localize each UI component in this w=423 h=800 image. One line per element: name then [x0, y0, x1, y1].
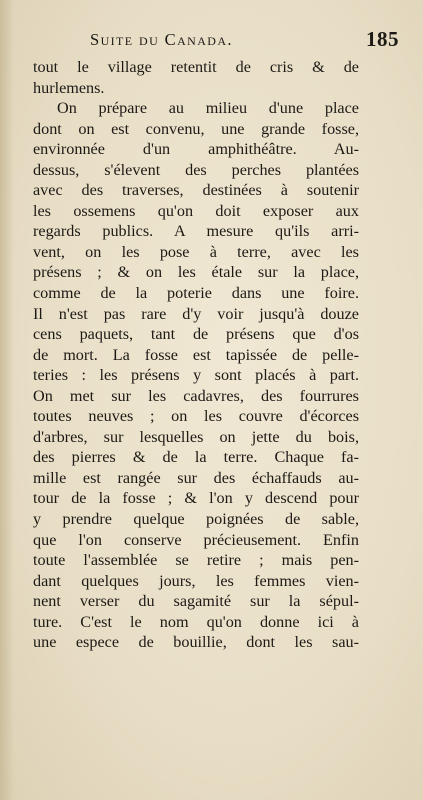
text-line: tout le village retentit de cris & de [33, 58, 359, 76]
text-line: mille est rangée sur des échaffauds au- [33, 468, 359, 487]
text-line: teries : les présens y sont placés à part. [33, 366, 359, 385]
text-line: dessus, s'élevent des perches plantées [33, 160, 359, 179]
text-line: environnée d'un amphithéâtre. Au- [33, 140, 359, 159]
text-line: vent, on les pose à terre, avec les [33, 242, 359, 261]
page-number: 185 [366, 27, 399, 51]
text-line: toutes neuves ; on les couvre d'écorces [33, 407, 359, 426]
text-line: toute l'assemblée se retire ; mais pen- [33, 551, 359, 570]
running-head: Suite du Canada. [90, 30, 233, 49]
text-line: présens ; & on les étale sur la place, [33, 263, 359, 282]
text-line: dant quelques jours, les femmes vien- [33, 571, 359, 590]
text-line: dont on est convenu, une grande fosse, [33, 119, 359, 138]
text-line: comme de la poterie dans une foire. [33, 284, 359, 303]
page-gutter-shadow [0, 0, 14, 800]
text-line: de mort. La fosse est tapissée de pelle- [33, 345, 359, 364]
text-line: regards publics. A mesure qu'ils arri- [33, 222, 359, 241]
text-line: les ossemens qu'on doit exposer aux [33, 201, 359, 220]
text-line: des pierres & de la terre. Chaque fa- [33, 448, 359, 467]
text-line: Il n'est pas rare d'y voir jusqu'à douze [33, 304, 359, 323]
text-line: cens paquets, tant de présens que d'os [33, 325, 359, 344]
text-line: une espece de bouillie, dont les sau- [33, 633, 359, 652]
text-line: tour de la fosse ; & l'on y descend pour [33, 489, 359, 508]
text-line: d'arbres, sur lesquelles on jette du bois, [33, 427, 359, 446]
text-line: On prépare au milieu d'une place [57, 99, 359, 118]
text-line: hurlemens. [33, 78, 105, 97]
text-line: avec des traverses, destinées à soutenir [33, 181, 359, 200]
text-line: que l'on conserve précieusement. Enfin [33, 530, 359, 549]
text-line: y prendre quelque poignées de sable, [33, 510, 359, 529]
text-line: On met sur les cadavres, des fourrures [33, 386, 359, 405]
text-line: ture. C'est le nom qu'on donne ici à [33, 612, 359, 631]
text-line: nent verser du sagamité sur la sépul- [33, 592, 359, 611]
body-text [33, 57, 359, 653]
